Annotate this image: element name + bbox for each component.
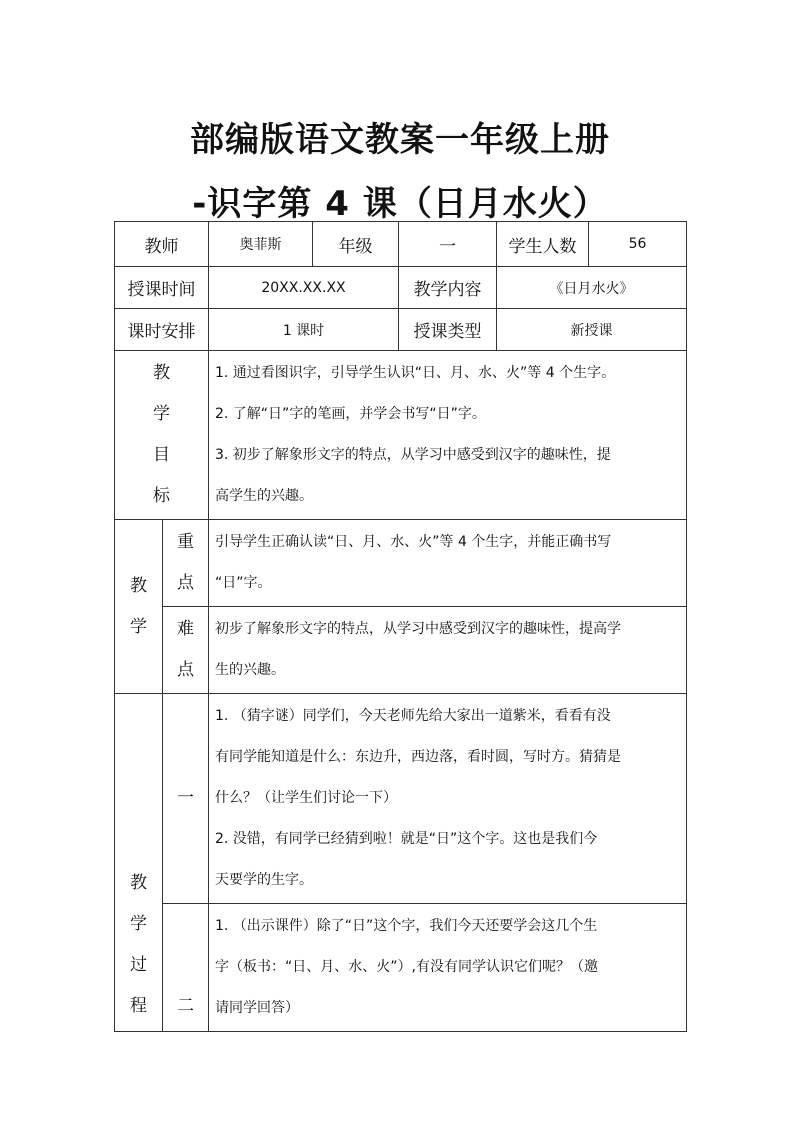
process-label: 教 学 过 程: [115, 694, 163, 1032]
type-value: 新授课: [497, 309, 687, 351]
document-title-line1: 部编版语文教案一年级上册: [190, 120, 610, 160]
difficulty-row: [115, 607, 687, 694]
teacher-label: 教师: [115, 222, 209, 267]
objectives-label: 教 学 目 标: [115, 351, 209, 520]
key-points-label: 教 学: [115, 520, 163, 694]
type-label: 授课类型: [399, 309, 497, 351]
objectives-text: 1. 通过看图识字，引导学生认识“日、月、水、火”等 4 个生字。 2. 了解“日”字的笔画，并学会书写“日”字。 3. 初步了解象形文字的特点，从学习中感受到汉字的趣味性，提 高学生的兴趣。: [209, 351, 687, 520]
grade-label: 年级: [313, 222, 399, 267]
hours-label: 课时安排: [115, 309, 209, 351]
objectives-row: [115, 351, 687, 520]
step1-text: 1. （猜字谜）同学们，今天老师先给大家出一道紫米，看看有没 有同学能知道是什么：东边升，西边落，看时圆，写时方。猜猜是 什么？（让学生们讨论一下） 2. 没错，有同学已经猜到啦！就是“日”这个字。这也是我们今 天要学的生字。: [209, 694, 687, 904]
difficulty-text: 初步了解象形文字的特点，从学习中感受到汉字的趣味性，提高学 生的兴趣。: [209, 607, 687, 694]
document-title-line2: -识字第 4 课（日月水火）: [192, 184, 608, 224]
process-step2-row: [115, 904, 687, 1032]
focus-row: [115, 520, 687, 607]
hours-value: 1 课时: [209, 309, 399, 351]
content-value: 《日月水火》: [497, 267, 687, 309]
info-row-2: [115, 267, 687, 309]
time-value: 20XX.XX.XX: [209, 267, 399, 309]
students-label: 学生人数: [497, 222, 589, 267]
focus-text: 引导学生正确认读“日、月、水、火”等 4 个生字，并能正确书写 “日”字。: [209, 520, 687, 607]
time-label: 授课时间: [115, 267, 209, 309]
info-row-1: [115, 222, 687, 267]
process-step1-row: [115, 694, 687, 904]
teacher-value: 奥菲斯: [209, 222, 313, 267]
focus-label: 重 点: [163, 520, 209, 607]
difficulty-label: 难 点: [163, 607, 209, 694]
students-value: 56: [589, 222, 687, 267]
step1-label: 一: [163, 694, 209, 904]
info-row-3: [115, 309, 687, 351]
content-label: 教学内容: [399, 267, 497, 309]
step2-label: 二: [163, 904, 209, 1032]
step2-text: 1. （出示课件）除了“日”这个字，我们今天还要学会这几个生 字（板书：“日、月、水、火”）,有没有同学认识它们呢？（邀 请同学回答）: [209, 904, 687, 1032]
grade-value: 一: [399, 222, 497, 267]
lesson-plan-table: [114, 221, 687, 1032]
